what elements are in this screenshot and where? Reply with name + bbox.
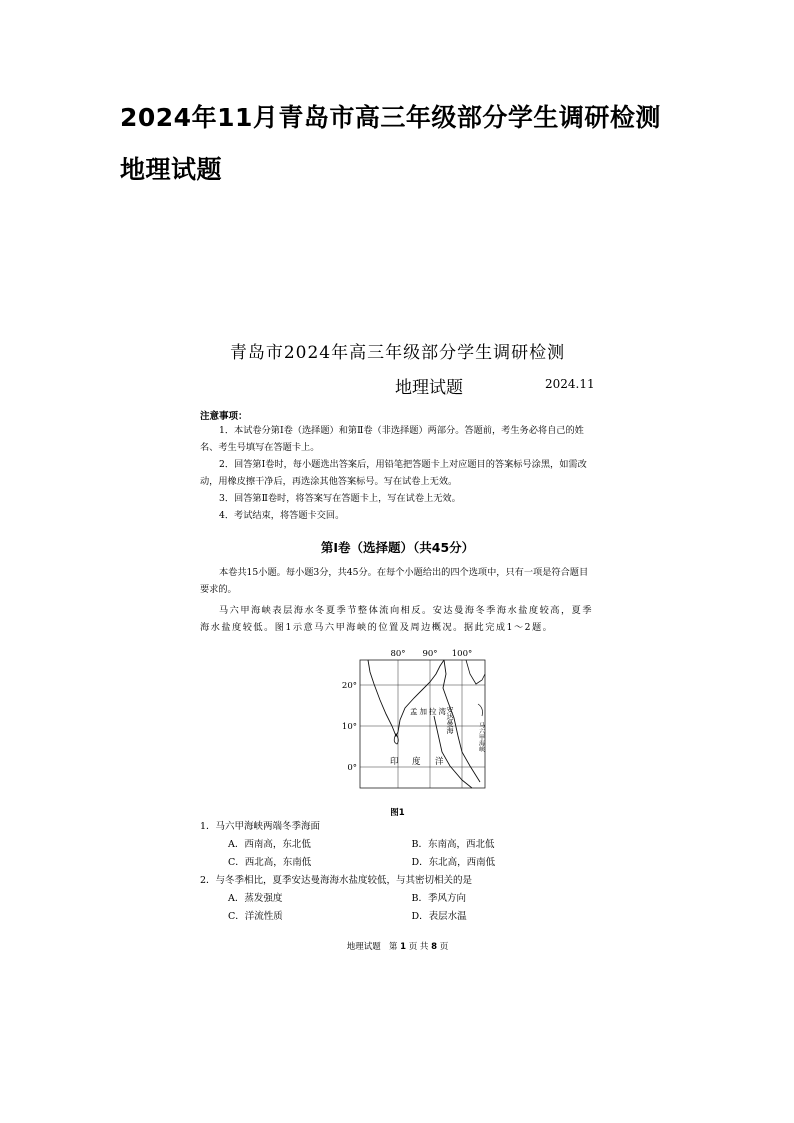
notice-item: 2．回答第Ⅰ卷时，每小题选出答案后，用铅笔把答题卡上对应题目的答案标号涂黑，如需改动，用橡皮擦干净后，再选涂其他答案标号。写在试卷上无效。 [200,459,587,487]
option-a: A．蒸发强度 [228,893,283,904]
map-svg [200,644,595,804]
bay-label: 孟加拉湾 [410,707,448,716]
ocean-label: 度 [412,757,421,767]
option-c: C．西北高，东南低 [228,857,312,868]
section-intro: 本卷共15小题。每小题3分，共45分。在每个小题给出的四个选项中，只有一项是符合题目要求的。 [200,567,589,595]
question-stem: 1．马六甲海峡两端冬季海面 [200,821,321,832]
question-stem: 2．与冬季相比，夏季安达曼海海水盐度较低，与其密切相关的是 [200,875,473,886]
lat-label: 20° [341,681,357,691]
gulf-coast [478,704,483,716]
footer-page-prefix: 第 [388,942,398,952]
sea-label: 安达曼海 [446,706,454,734]
figure-caption: 图1 [390,808,405,818]
map-frame [360,660,485,788]
option-a: A．西南高，东北低 [228,839,311,850]
page-footer [200,940,595,952]
subject-row [200,373,595,403]
option-d: D．东北高，西南低 [411,857,496,868]
option-row [200,890,595,908]
exam-date: 2024.11 [545,377,595,391]
footer-page-suffix: 页 [439,942,449,952]
subject-title: 地理试题 [395,378,463,398]
lat-label: 0° [347,763,357,773]
lon-label: 100° [451,649,473,659]
notice-item: 3．回答第Ⅱ卷时，将答案写在答题卡上，写在试卷上无效。 [219,493,461,504]
exam-title: 青岛市2024年高三年级部分学生调研检测 [229,343,566,363]
option-c: C．洋流性质 [228,911,283,922]
option-row [200,836,595,854]
document-title: 2024年11月青岛市高三年级部分学生调研检测地理试题 [120,103,661,184]
strait-label: 马六甲海峡 [477,722,485,752]
east-coast [466,660,485,684]
footer-page-current: 1 [400,942,406,952]
india-coast [368,660,444,736]
footer-page-mid: 页 共 [408,942,429,952]
notice-item: 1．本试卷分第Ⅰ卷（选择题）和第Ⅱ卷（非选择题）两部分。答题前，考生务必将自己的姓名、考生号填写在答题卡上。 [200,425,584,453]
option-b: B．季风方向 [411,893,466,904]
footer-page-total: 8 [431,942,438,952]
ocean-label: 洋 [435,757,444,767]
strait-map-figure [200,644,595,804]
notice-item: 4．考试结束，将答题卡交回。 [219,510,345,521]
option-d: D．表层水温 [411,911,467,922]
lon-label: 90° [422,649,438,659]
option-row [200,908,595,926]
footer-subject: 地理试题 [346,942,381,952]
question-material: 马六甲海峡表层海水冬夏季节整体流向相反。安达曼海冬季海水盐度较高，夏季海水盐度较低。图1示意马六甲海峡的位置及周边概况。据此完成1～2题。 [200,605,594,633]
exam-paper-page [200,330,595,952]
lat-label: 10° [341,722,357,732]
option-row [200,854,595,872]
option-b: B．东南高，西北低 [411,839,495,850]
section-title: 第Ⅰ卷（选择题）（共45分） [320,540,475,555]
ocean-label: 印 [390,757,399,767]
notice-heading: 注意事项： [200,411,248,422]
lon-label: 80° [390,649,406,659]
